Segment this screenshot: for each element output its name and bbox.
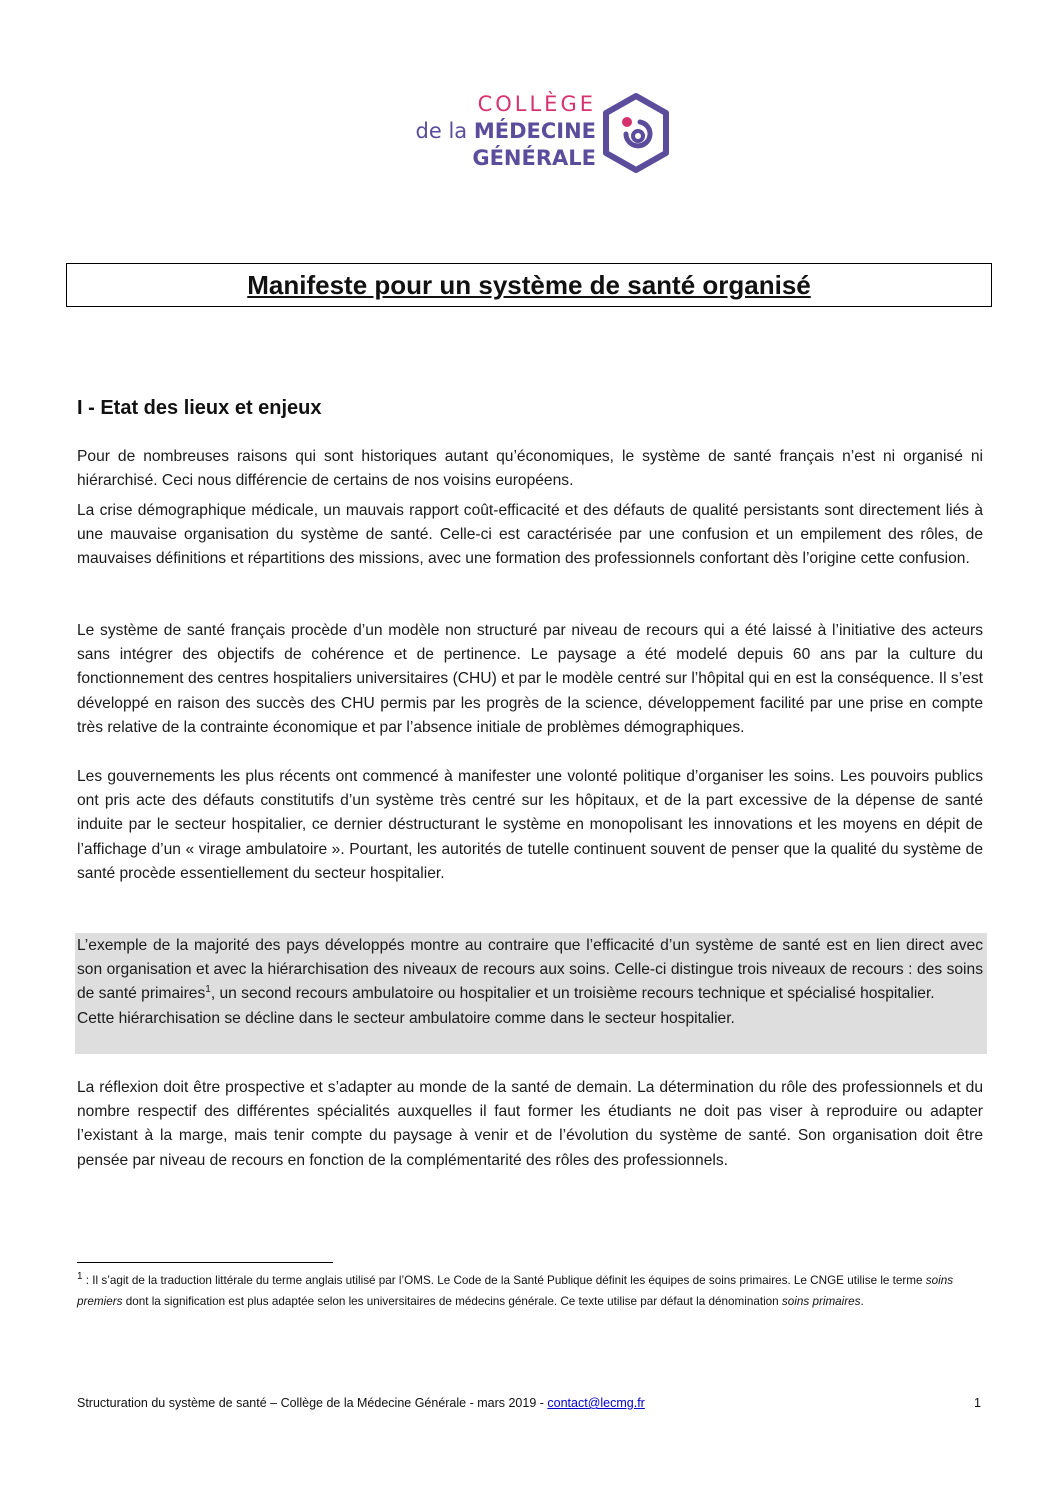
footnote xyxy=(77,1270,983,1312)
paragraph-1: Pour de nombreuses raisons qui sont historiques autant qu’économiques, le système de santé français n’est ni organisé ni hiérarchisé. Ceci nous différencie de certains de nos voisins européens. xyxy=(77,448,983,490)
paragraph-5-highlighted xyxy=(77,934,983,1031)
page-title: Manifeste pour un système de santé organisé xyxy=(247,270,811,300)
footnote-reference: 1 xyxy=(205,984,211,996)
footnote-divider xyxy=(77,1262,333,1263)
logo xyxy=(384,92,684,182)
section-heading: I - Etat des lieux et enjeux xyxy=(77,397,322,419)
footnote-text-1: : Il s’agit de la traduction littérale du terme anglais utilisé par l’OMS. Le Code de la Santé Publique définit les équipes de soins primaires. Le CNGE utilise le terme xyxy=(82,1274,926,1287)
paragraph-3: Le système de santé français procède d’un modèle non structuré par niveau de recours qui a été laissé à l’initiative des acteurs sans intégrer des objectifs de cohérence et de pertinence. Le paysage a été modelé depuis 60 ans par la culture du fonctionnement des centres hospitaliers universitaires (CHU) et par le modèle centré sur l’hôpital qui en est la conséquence. Il s’est développé en raison des succès des CHU permis par les progrès de la science, développement facilité par une prise en compte très relative de la contrainte économique et par l’absence initiale de problèmes démographiques. xyxy=(77,622,983,736)
paragraph-5-text-c: Cette hiérarchisation se décline dans le secteur ambulatoire comme dans le secteur hospitalier. xyxy=(77,1009,735,1027)
logo-line-college: COLLÈGE xyxy=(477,92,596,116)
page-number: 1 xyxy=(974,1396,981,1410)
title-box xyxy=(66,263,992,307)
footnote-em-1: soins premiers xyxy=(77,1274,954,1308)
logo-line-generale: GÉNÉRALE xyxy=(472,146,596,170)
paragraph-4: Les gouvernements les plus récents ont commencé à manifester une volonté politique d’organiser les soins. Les pouvoirs publics ont pris acte des défauts constitutifs d’un système très centré sur les hôpitaux, et de la part excessive de la dépense de santé induite par le secteur hospitalier, ce dernier déstructurant le système en monopolisant les innovations et les moyens en dépit de l’affichage d’un « virage ambulatoire ». Pourtant, les autorités de tutelle continuent souvent de penser que la qualité du système de santé procède essentiellement du secteur hospitalier. xyxy=(77,768,983,882)
footnote-text-3: . xyxy=(860,1295,864,1308)
page-footer xyxy=(77,1396,981,1410)
paragraph-2: La crise démographique médicale, un mauvais rapport coût-efficacité et des défauts de qualité persistants sont directement liés à une mauvaise organisation du système de santé. Celle-ci est caractérisée par une confusion et un empilement des rôles, de mauvaises définitions et répartitions des missions, avec une formation des professionnels confortant dès l’origine cette confusion. xyxy=(77,502,983,568)
hexagon-emblem-icon xyxy=(600,92,672,174)
paragraph-6: La réflexion doit être prospective et s’adapter au monde de la santé de demain. La détermination du rôle des professionnels et du nombre respectif des différentes spécialités auxquelles il faut former les étudiants ne doit pas viser à reproduire ou adapter l’existant à la marge, mais tenir compte du paysage à venir et de l’évolution du système de santé. Son organisation doit être pensée par niveau de recours en fonction de la complémentarité des rôles des professionnels. xyxy=(77,1079,983,1169)
footer-email-link[interactable]: contact@lecmg.fr xyxy=(547,1396,645,1410)
logo-text xyxy=(384,92,596,182)
logo-medecine: MÉDECINE xyxy=(473,119,596,143)
footnote-em-2: soins primaires xyxy=(781,1295,861,1308)
paragraph-5-text-b: , un second recours ambulatoire ou hospitalier et un troisième recours technique et spécialisé hospitalier. xyxy=(210,985,935,1003)
logo-line-medecine xyxy=(416,119,596,143)
footnote-marker: 1 xyxy=(77,1271,83,1283)
logo-de-la: de la xyxy=(415,119,474,143)
paragraph-5-text-a: L’exemple de la majorité des pays développés montre au contraire que l’efficacité d’un système de santé est en lien direct avec son organisation et avec la hiérarchisation des niveaux de recours aux soins. Celle-ci distingue trois niveaux de recours : des soins de santé primaires xyxy=(77,937,983,1003)
footer-text: Structuration du système de santé – Collège de la Médecine Générale - mars 2019 - xyxy=(77,1396,548,1410)
footnote-text-2: dont la signification est plus adaptée selon les universitaires de médecins générale. Ce texte utilise par défaut la dénomination xyxy=(122,1295,782,1308)
